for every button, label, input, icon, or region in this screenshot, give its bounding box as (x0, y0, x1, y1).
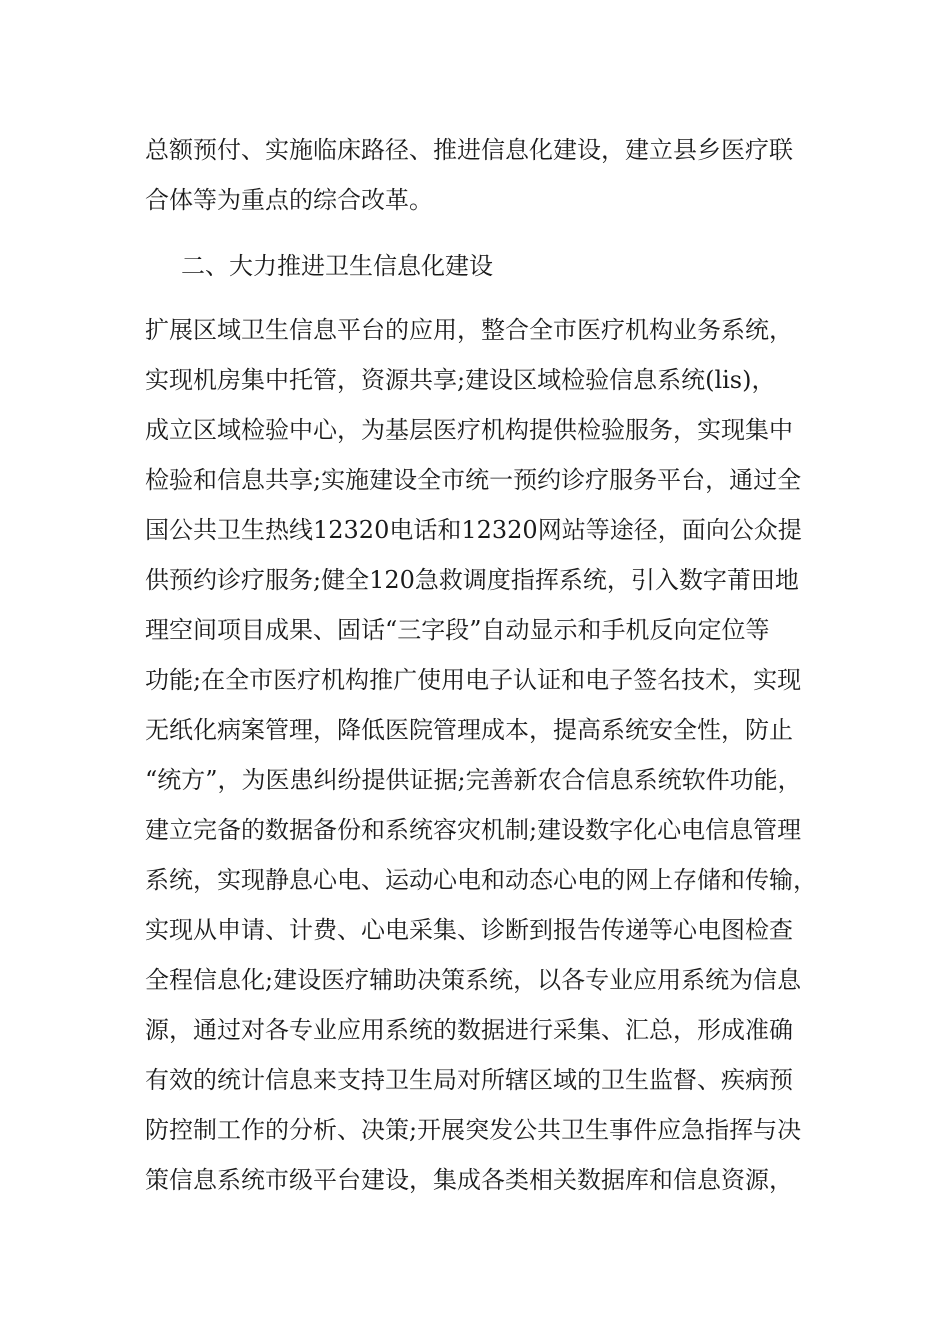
paragraph-line: 全程信息化;建设医疗辅助决策系统，以各专业应用系统为信息 (145, 966, 802, 994)
paragraph-line: 策信息系统市级平台建设，集成各类相关数据库和信息资源， (145, 1166, 793, 1194)
paragraph-line: “统方”，为医患纠纷提供证据;完善新农合信息系统软件功能， (145, 766, 802, 794)
paragraph-line: 检验和信息共享;实施建设全市统一预约诊疗服务平台，通过全 (145, 466, 802, 494)
paragraph-line: 实现机房集中托管，资源共享;建设区域检验信息系统(lis)， (145, 366, 776, 394)
paragraph-line: 总额预付、实施临床路径、推进信息化建设，建立县乡医疗联 (145, 136, 793, 164)
paragraph-line: 功能;在全市医疗机构推广使用电子认证和电子签名技术，实现 (145, 666, 802, 694)
paragraph-line: 建立完备的数据备份和系统容灾机制;建设数字化心电信息管理 (145, 816, 802, 844)
paragraph-line: 防控制工作的分析、决策;开展突发公共卫生事件应急指挥与决 (145, 1116, 802, 1144)
paragraph-line: 系统，实现静息心电、运动心电和动态心电的网上存储和传输， (145, 866, 817, 894)
paragraph-line: 实现从申请、计费、心电采集、诊断到报告传递等心电图检查 (145, 916, 793, 944)
paragraph-line: 无纸化病案管理，降低医院管理成本，提高系统安全性，防止 (145, 716, 793, 744)
paragraph-line: 供预约诊疗服务;健全120急救调度指挥系统，引入数字莆田地 (145, 566, 799, 594)
paragraph-line: 扩展区域卫生信息平台的应用，整合全市医疗机构业务系统， (145, 316, 793, 344)
paragraph-line: 有效的统计信息来支持卫生局对所辖区域的卫生监督、疾病预 (145, 1066, 793, 1094)
section-heading: 二、大力推进卫生信息化建设 (181, 252, 493, 280)
paragraph-line: 源，通过对各专业应用系统的数据进行采集、汇总，形成准确 (145, 1016, 793, 1044)
paragraph-line: 国公共卫生热线12320电话和12320网站等途径，面向公众提 (145, 516, 802, 544)
paragraph-line: 理空间项目成果、固话“三字段”自动显示和手机反向定位等 (145, 616, 770, 644)
paragraph-line: 成立区域检验中心，为基层医疗机构提供检验服务，实现集中 (145, 416, 793, 444)
paragraph-line: 合体等为重点的综合改革。 (145, 186, 433, 214)
